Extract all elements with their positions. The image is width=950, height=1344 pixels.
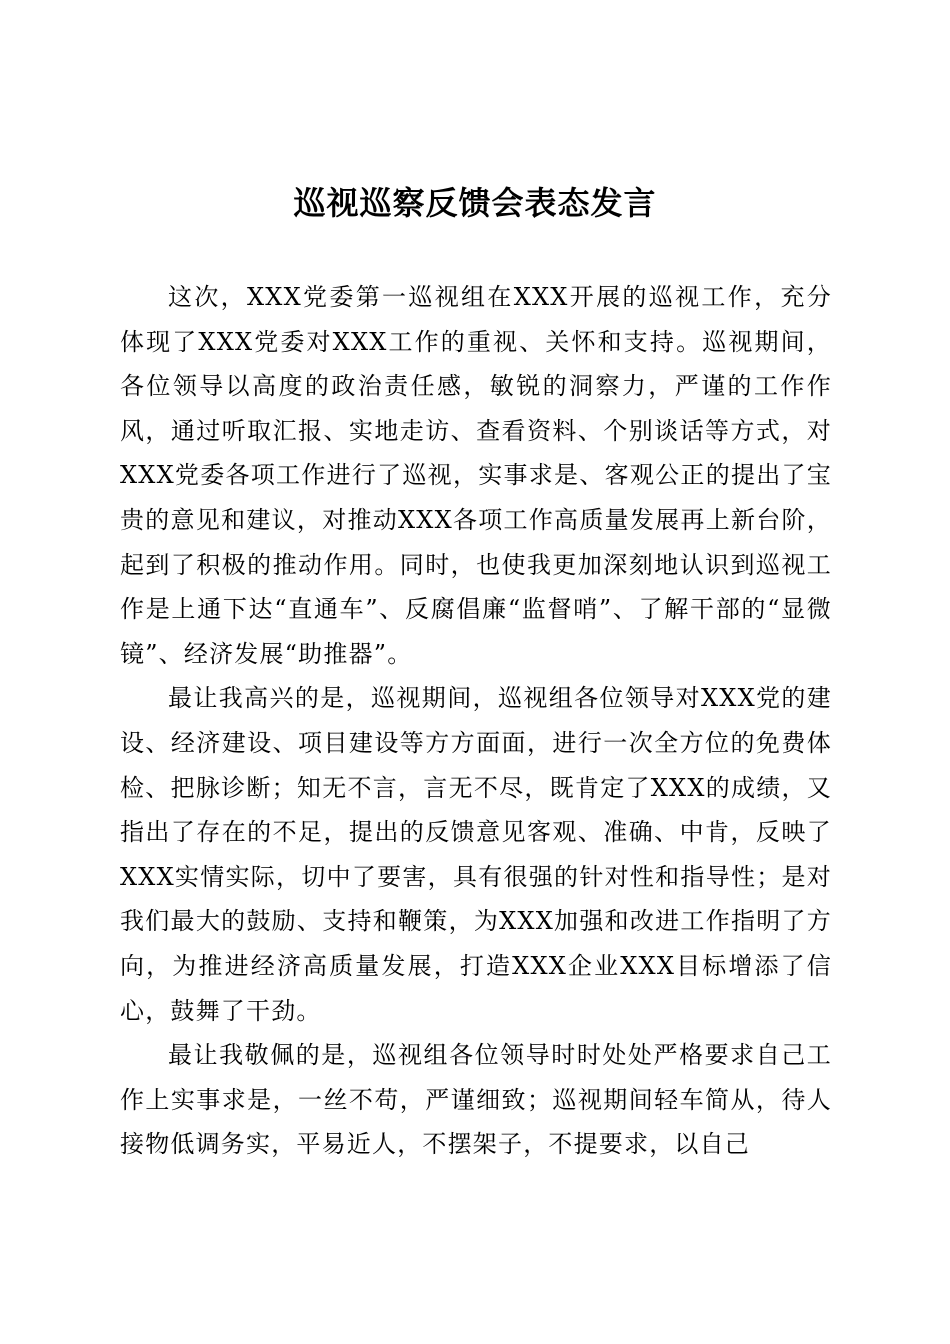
document-title: 巡视巡察反馈会表态发言	[293, 184, 657, 222]
paragraph-3: 最让我敬佩的是，巡视组各位领导时时处处严格要求自己工作上实事求是，一丝不苟，严谨细致；巡视期间轻车简从，待人接物低调务实，平易近人，不摆架子，不提要求，以自己	[120, 1041, 832, 1159]
paragraph-2: 最让我高兴的是，巡视期间，巡视组各位领导对XXX党的建设、经济建设、项目建设等方方面面，进行一次全方位的免费体检、把脉诊断；知无不言，言无不尽，既肯定了XXX的成绩，又指出了存在的不足，提出的反馈意见客观、准确、中肯，反映了XXX实情实际，切中了要害，具有很强的针对性和指导性；是对我们最大的鼓励、支持和鞭策，为XXX加强和改进工作指明了方向，为推进经济高质量发展，打造XXX企业XXX目标增添了信心，鼓舞了干劲。	[120, 684, 832, 1025]
paragraph-1: 这次，XXX党委第一巡视组在XXX开展的巡视工作，充分体现了XXX党委对XXX工作的重视、关怀和支持。巡视期间，各位领导以高度的政治责任感，敏锐的洞察力，严谨的工作作风，通过听取汇报、实地走访、查看资料、个别谈话等方式，对XXX党委各项工作进行了巡视，实事求是、客观公正的提出了宝贵的意见和建议，对推动XXX各项工作高质量发展再上新台阶，起到了积极的推动作用。同时，也使我更加深刻地认识到巡视工作是上通下达“直通车”、反腐倡廉“监督哨”、了解干部的“显微镜”、经济发展“助推器”。	[120, 283, 832, 668]
document-body	[120, 275, 832, 1167]
